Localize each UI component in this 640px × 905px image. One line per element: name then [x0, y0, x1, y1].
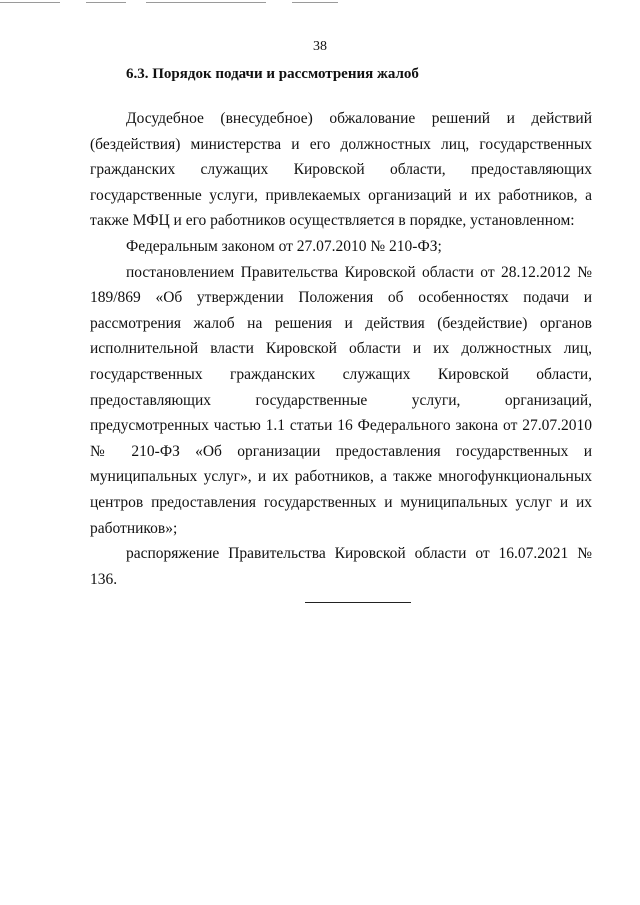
paragraph-pretrial-appeal: Досудебное (внесудебное) обжалование решений и действий (бездействия) министерства и его должностных лиц, государственных гражданских служащих Кировской области, предоставляющих государственные услуги, привлекаемых организаций и их работников, а также МФЦ и его работников осуществляется в порядке, установленном: [90, 110, 592, 230]
footer-divider [305, 602, 411, 603]
paragraph-government-order: распоряжение Правительства Кировской области от 16.07.2021 № 136. [90, 545, 592, 588]
page-number: 38 [313, 39, 327, 54]
section-title: 6.3. Порядок подачи и рассмотрения жалоб [126, 66, 419, 82]
body-text [90, 106, 592, 592]
paragraph-government-resolution: постановлением Правительства Кировской области от 28.12.2012 № 189/869 «Об утверждении Положения об особенностях подачи и рассмотрения жалоб на решения и действия (бездействие) органов исполнительной власти Кировской области и их должностных лиц, государственных гражданских служащих Кировской области, предоставляющих государственные услуги, организаций, предусмотренных частью 1.1 статьи 16 Федерального закона от 27.07.2010 № 210-ФЗ «Об организации предоставления государственных и муниципальных услуг», и их работников, а также многофункциональных центров предоставления государственных и муниципальных услуг и их работников»; [90, 263, 592, 537]
paragraph-federal-law: Федеральным законом от 27.07.2010 № 210-ФЗ; [126, 237, 442, 255]
scan-edge-artifact [0, 0, 640, 6]
